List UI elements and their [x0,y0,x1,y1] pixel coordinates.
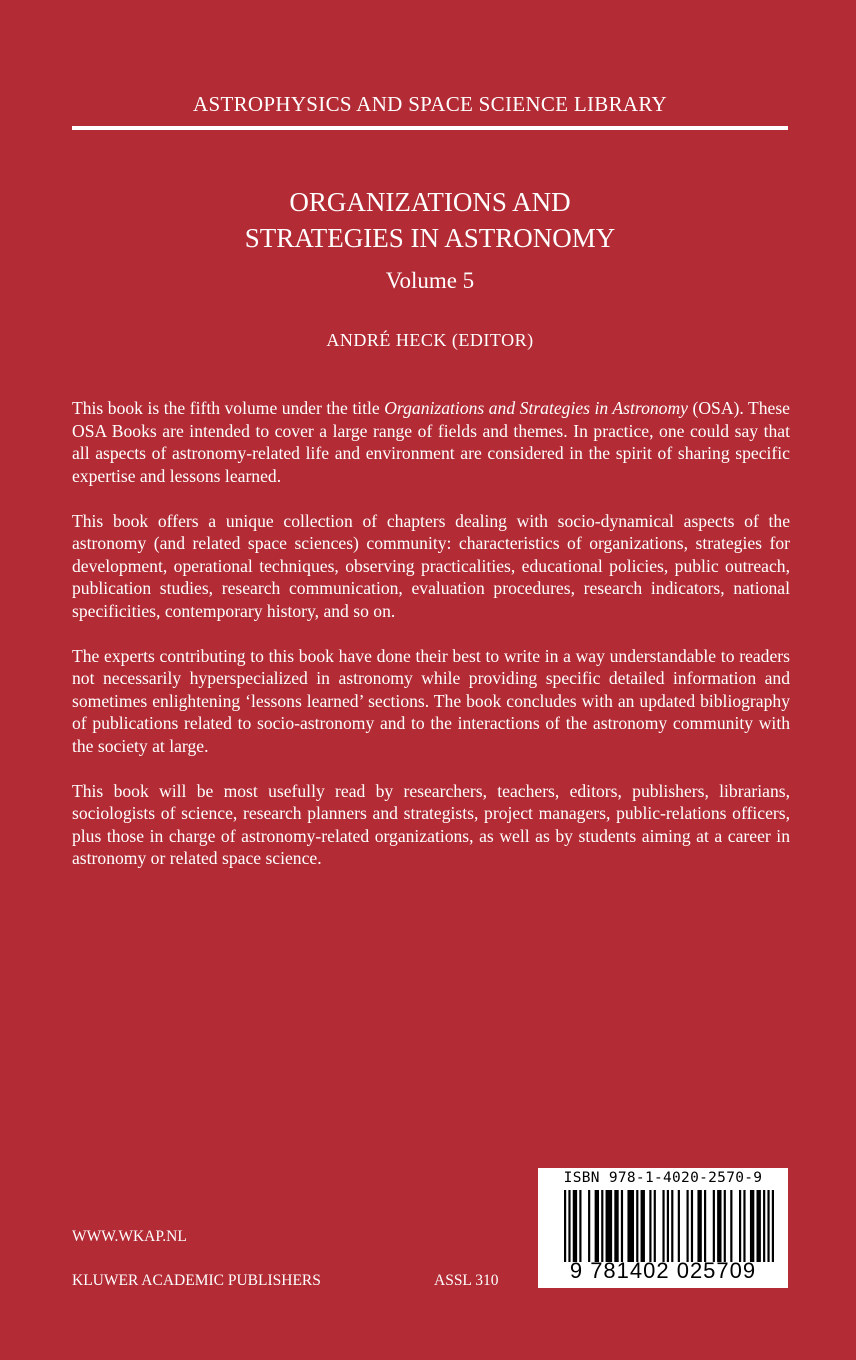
barcode-bar-0 [564,1190,566,1262]
barcode-bar-27 [739,1190,741,1262]
barcode-bar-3 [579,1190,581,1262]
description-paragraph-3: The experts contributing to this book have done their best to write in a way understandable to readers not necessarily hyperspecialized in astronomy while providing specific detailed information and sometimes enlightening ‘lessons learned’ sections. The book concludes with an updated bibliography of publications related to socio-astronomy and to the interactions of the astronomy community with the society at large. [72,645,790,756]
series-title: ASTROPHYSICS AND SPACE SCIENCE LIBRARY [193,92,667,116]
barcode-bar-28 [743,1190,745,1262]
barcode-bars [564,1190,774,1262]
book-title [72,184,788,256]
barcode-bar-7 [606,1190,613,1262]
barcode-bar-9 [621,1190,623,1262]
barcode-bar-16 [667,1190,669,1262]
barcode-bar-26 [730,1190,732,1262]
description-paragraph-4: This book will be most usefully read by researchers, teachers, editors, publishers, librarians, sociologists of science, research planners and strategists, project managers, public-relations officers, plus those in charge of astronomy-related organizations, as well as by students aiming at a career in astronomy or related space science. [72,780,790,868]
description-paragraph-1 [72,397,790,487]
description-title-italic: Organizations and Strategies in Astronomy [384,398,688,418]
description-paragraph-1-start: This book is the fifth volume under the title [72,398,385,418]
barcode-bar-23 [713,1190,715,1262]
description [72,397,790,892]
barcode-bar-15 [662,1190,664,1262]
barcode-bar-22 [704,1190,706,1262]
barcode-bar-30 [757,1190,761,1262]
editor-name: ANDRÉ HECK (EDITOR) [326,330,534,350]
barcode-bar-17 [671,1190,673,1262]
barcode-bar-14 [654,1190,656,1262]
barcode-bar-18 [678,1190,680,1262]
barcode-bar-11 [636,1190,638,1262]
barcode-bar-6 [601,1190,603,1262]
publisher-website: WWW.WKAP.NL [72,1228,187,1245]
isbn-label: ISBN 978-1-4020-2570-9 [563,1170,763,1186]
barcode-bar-24 [717,1190,721,1262]
description-paragraph-2: This book offers a unique collection of chapters dealing with socio-dynamical aspects of the astronomy (and related space sciences) community: characteristics of organizations, strategies for development, operational techniques, observing practicalities, educational policies, public outreach, publication studies, research communication, evaluation procedures, research indicators, national specificities, contemporary history, and so on. [72,510,790,621]
barcode-bar-2 [573,1190,577,1262]
volume-label: Volume 5 [385,268,475,293]
barcode-bar-10 [627,1190,634,1262]
barcode-bar-32 [767,1190,769,1262]
book-title-line-1: ORGANIZATIONS AND [289,187,571,217]
barcode-bar-20 [691,1190,693,1262]
barcode-bar-31 [763,1190,765,1262]
barcode-bar-33 [772,1190,774,1262]
barcode-bar-19 [687,1190,689,1262]
barcode [538,1168,788,1288]
series-divider [72,126,788,130]
barcode-bar-21 [697,1190,701,1262]
barcode-bar-4 [588,1190,590,1262]
series-number: ASSL 310 [434,1272,499,1289]
publisher-name: KLUWER ACADEMIC PUBLISHERS [72,1272,321,1289]
barcode-bar-8 [614,1190,618,1262]
barcode-bar-25 [724,1190,726,1262]
barcode-bar-12 [641,1190,645,1262]
barcode-bar-1 [568,1190,570,1262]
book-title-line-2: STRATEGIES IN ASTRONOMY [244,223,616,253]
barcode-bar-5 [595,1190,599,1262]
barcode-digits: 9 781402 025709 [569,1258,757,1283]
barcode-bar-29 [750,1190,754,1262]
barcode-bar-13 [649,1190,651,1262]
description-paragraph-1-end: (OSA). These OSA Books are intended to cover a large range of fields and themes. In practice, one could say that all aspects of astronomy-related life and environment are considered in the spirit of sharing specific expertise and lessons learned. [72,398,790,486]
